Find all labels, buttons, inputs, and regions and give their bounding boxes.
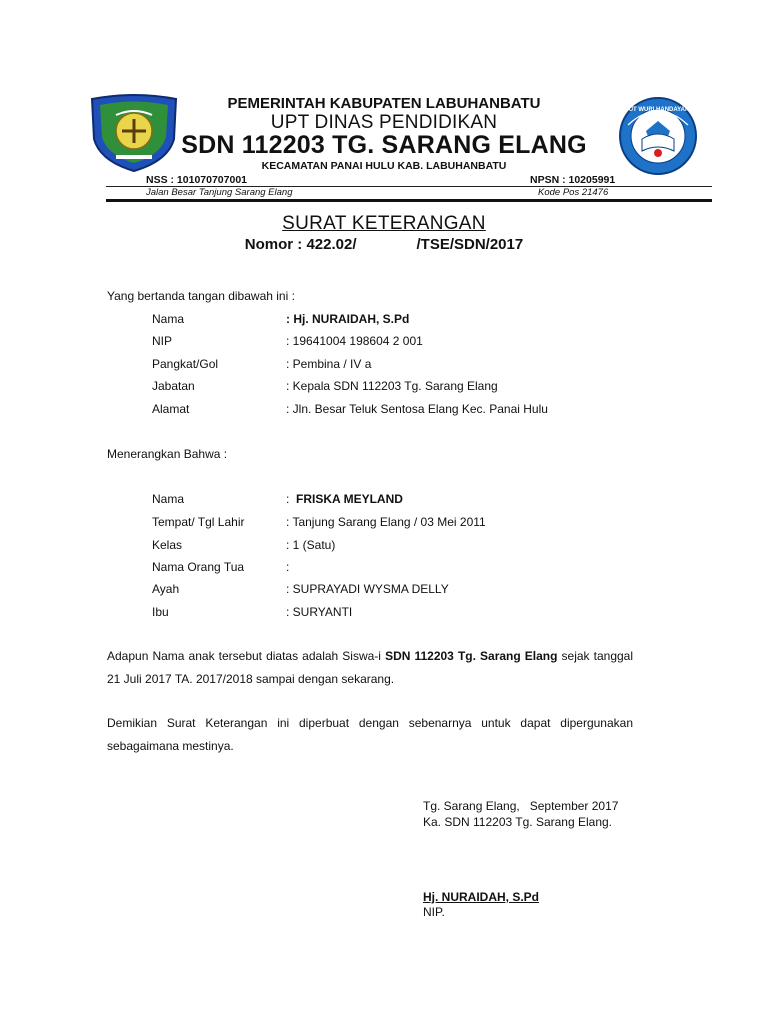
signer-value-nip: : 19641004 198604 2 001 [286, 334, 423, 348]
closing-line-1: Demikian Surat Keterangan ini diperbuat dengan sebenarnya untuk dapat dipergunakan [107, 716, 633, 730]
signer-label-name: Nama [152, 312, 185, 326]
student-label-mother: Ibu [152, 605, 169, 619]
enrollment-paragraph [107, 645, 633, 691]
signer-value-rank: : Pembina / IV a [286, 357, 372, 371]
student-name-colon: : [286, 492, 290, 506]
signer-value-position: : Kepala SDN 112203 Tg. Sarang Elang [286, 379, 498, 393]
intro-text: Yang bertanda tangan dibawah ini : [107, 289, 295, 303]
enrollment-text-after: sejak tanggal [561, 649, 634, 663]
student-label-name: Nama [152, 492, 185, 506]
signature-name: Hj. NURAIDAH, S.Pd [423, 890, 540, 904]
menerangkan-text: Menerangkan Bahwa : [107, 447, 228, 461]
student-label-class: Kelas [152, 538, 183, 552]
signer-label-address: Alamat [152, 402, 190, 416]
right-logo-text: TUT WURI HANDAYANI [625, 107, 691, 113]
npsn-number: NPSN : 10205991 [530, 174, 616, 186]
signer-label-rank: Pangkat/Gol [152, 357, 219, 371]
student-value-class: : 1 (Satu) [286, 538, 336, 552]
postal-code: Kode Pos 21476 [538, 187, 609, 198]
letterhead-agency: UPT DINAS PENDIDIKAN [270, 112, 498, 133]
letterhead-government: PEMERINTAH KABUPATEN LABUHANBATU [227, 95, 541, 112]
school-address: Jalan Besar Tanjung Sarang Elang [146, 187, 293, 198]
enrollment-text-before: Adapun Nama anak tersebut diatas adalah Siswa-i [107, 649, 381, 663]
enrollment-school-name: SDN 112203 Tg. Sarang Elang [385, 649, 558, 663]
signer-value-name: : Hj. NURAIDAH, S.Pd [286, 312, 410, 326]
signature-place-date: Tg. Sarang Elang, September 2017 [423, 799, 619, 813]
student-label-birth: Tempat/ Tgl Lahir [152, 515, 245, 529]
letterhead-district: KECAMATAN PANAI HULU KAB. LABUHANBATU [261, 160, 507, 172]
student-value-father: : SUPRAYADI WYSMA DELLY [286, 582, 449, 596]
document-title: SURAT KETERANGAN [282, 213, 486, 234]
document-number-suffix: /TSE/SDN/2017 [416, 236, 524, 253]
student-value-parents: : [286, 560, 290, 574]
letterhead-thick-rule [106, 199, 712, 202]
document-number [0, 236, 768, 253]
enrollment-line-2: 21 Juli 2017 TA. 2017/2018 sampai dengan sekarang. [107, 672, 395, 686]
nss-number: NSS : 101070707001 [146, 174, 247, 186]
signer-value-address: : Jln. Besar Teluk Sentosa Elang Kec. Panai Hulu [286, 402, 548, 416]
signer-label-nip: NIP [152, 334, 173, 348]
student-value-birth: : Tanjung Sarang Elang / 03 Mei 2011 [286, 515, 486, 529]
enrollment-line-1 [107, 645, 633, 668]
letterhead-school-name: SDN 112203 TG. SARANG ELANG [181, 131, 587, 159]
signature-nip: NIP. [423, 905, 445, 919]
closing-line-2: sebagaimana mestinya. [107, 739, 234, 753]
student-label-father: Ayah [152, 582, 180, 596]
document-number-prefix: Nomor : 422.02/ [244, 236, 357, 253]
student-label-parents: Nama Orang Tua [152, 560, 245, 574]
student-value-mother: : SURYANTI [286, 605, 353, 619]
closing-paragraph [107, 712, 633, 758]
signer-label-position: Jabatan [152, 379, 195, 393]
signature-position: Ka. SDN 112203 Tg. Sarang Elang. [423, 815, 613, 829]
student-value-name-row [286, 492, 403, 506]
student-value-name: FRISKA MEYLAND [296, 492, 403, 506]
